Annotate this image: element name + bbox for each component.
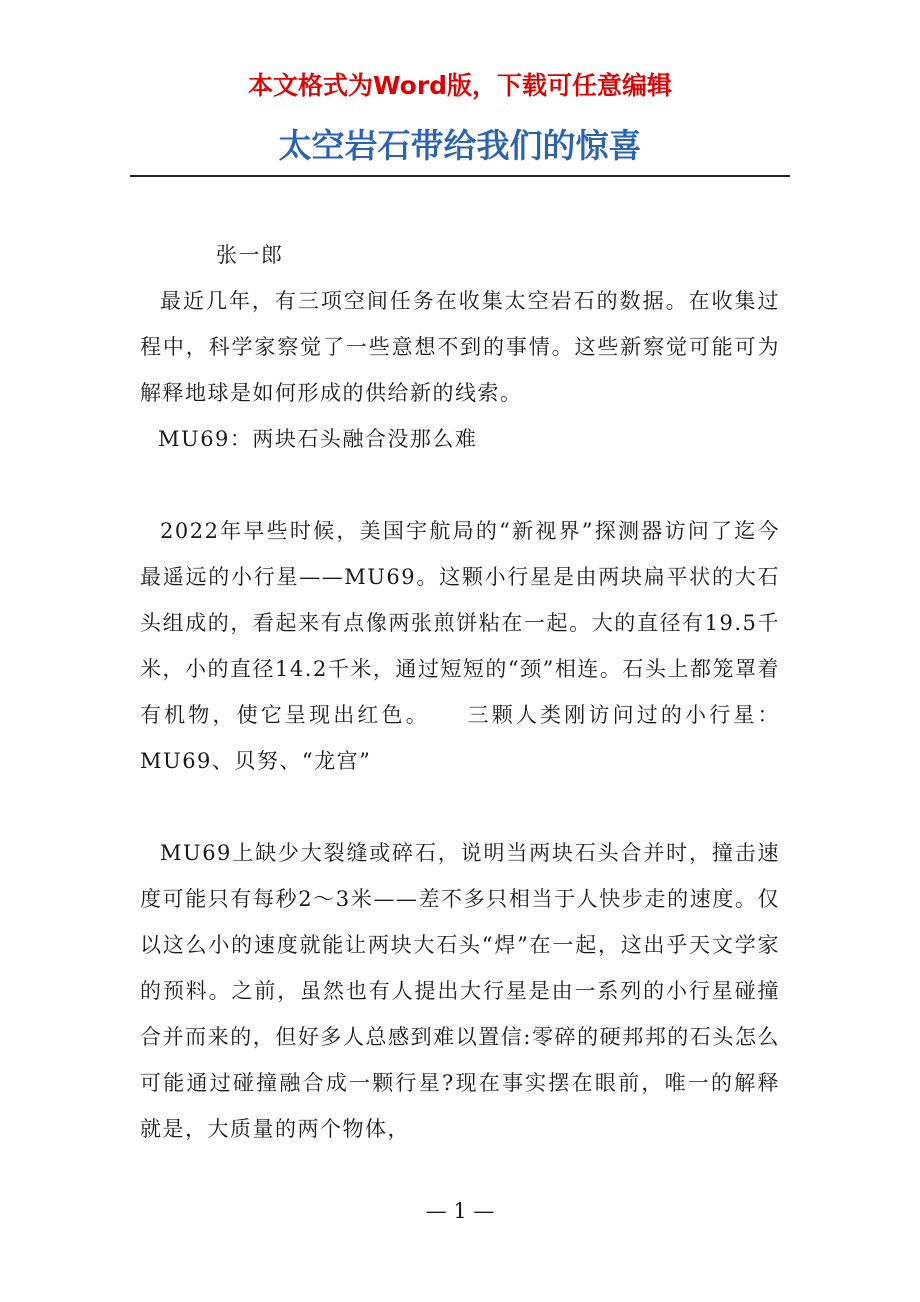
paragraph-mu69: 2022年早些时候，美国宇航局的“新视界”探测器访问了迄今最遥远的小行星——MU69。这颗小行星是由两块扁平状的大石头组成的，看起来有点像两张煎饼粘在一起。大的直径有19.5千米，小的直径14.2千米，通过短短的“颈”相连。石头上都笼罩着有机物，使它呈现出红色。 三颗人类刚访问过的小行星：MU69、贝努、“龙宫” (140, 519, 780, 773)
page-number: — 1 — (425, 1199, 495, 1223)
section-heading: MU69：两块石头融合没那么难 (158, 427, 478, 451)
title-divider (130, 175, 790, 177)
article-body (140, 232, 780, 1152)
download-notice: 本文格式为Word版，下载可任意编辑 (247, 71, 673, 100)
page-title: 太空岩石带给我们的惊喜 (278, 126, 642, 165)
intro-paragraph: 最近几年，有三项空间任务在收集太空岩石的数据。在收集过程中，科学家察觉了一些意想不到的事情。这些新察觉可能可为解释地球是如何形成的供给新的线索。 (140, 289, 780, 405)
author-name: 张一郎 (216, 243, 284, 267)
paragraph-collision: MU69上缺少大裂缝或碎石，说明当两块石头合并时，撞击速度可能只有每秒2～3米——差不多只相当于人快步走的速度。仅以这么小的速度就能让两块大石头“焊”在一起，这出乎天文学家的预料。之前，虽然也有人提出大行星是由一系列的小行星碰撞合并而来的，但好多人总感到难以置信:零碎的硬邦邦的石头怎么可能通过碰撞融合成一颗行星?现在事实摆在眼前，唯一的解释就是，大质量的两个物体， (140, 841, 780, 1141)
